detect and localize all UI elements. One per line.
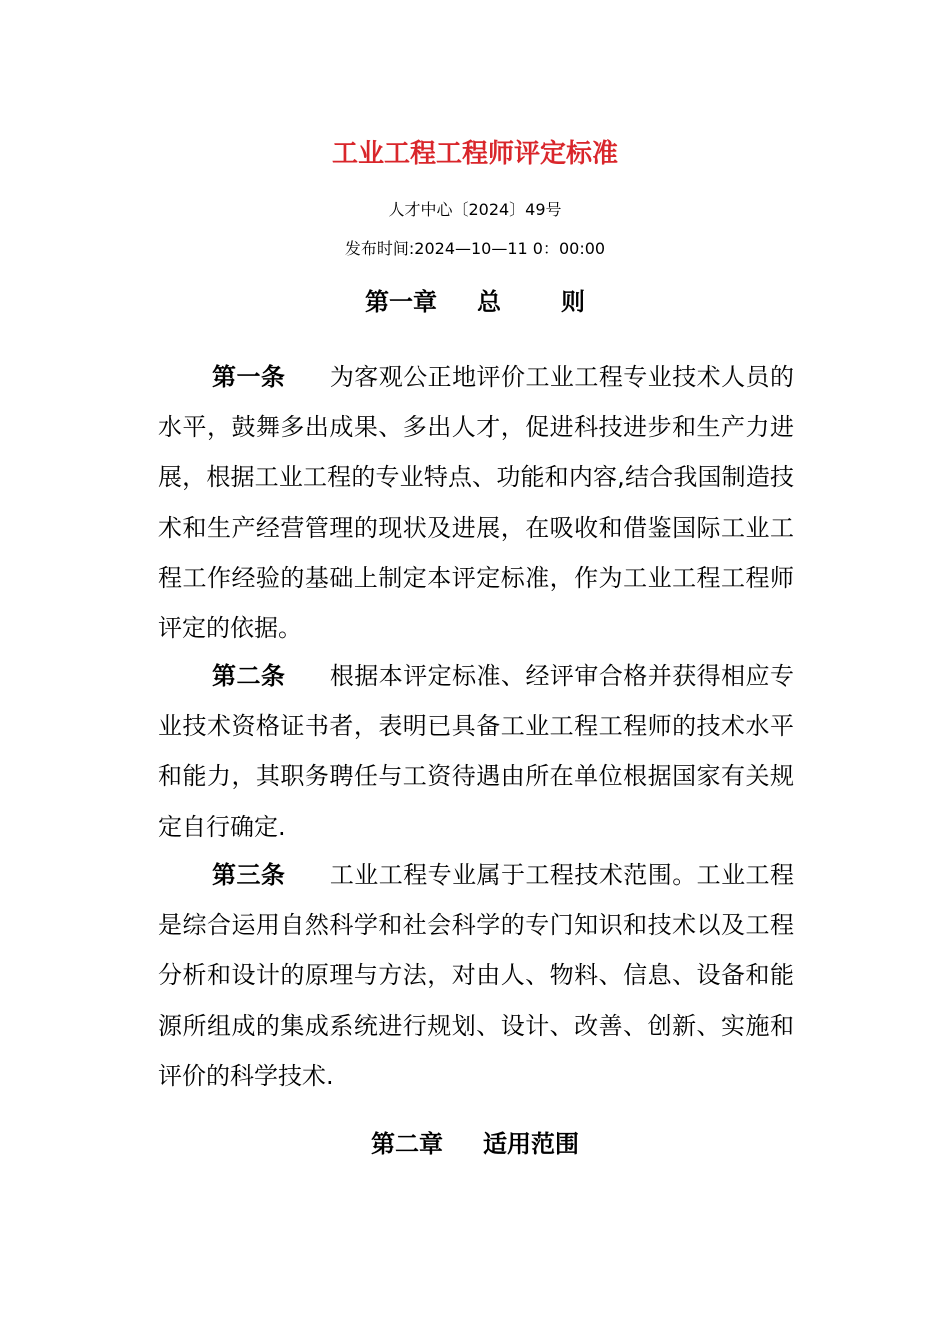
- article-text: 工业工程专业属于工程技术范围。工业工程是综合运用自然科学和社会科学的专门知识和技术以及工程分析和设计的原理与方法，对由人、物料、信息、设备和能源所组成的集成系统进行规划、设计、改善、创新、实施和评价的科学技术.: [158, 861, 795, 1090]
- chapter-name: 适用范围: [483, 1130, 579, 1158]
- article-2: [158, 651, 794, 852]
- chapter-heading-1: [0, 286, 950, 318]
- chapter-heading-2: [0, 1128, 950, 1160]
- article-1: [158, 352, 794, 653]
- publish-time: 发布时间:2024—10—11 0：00:00: [344, 239, 606, 258]
- chapter-number: 第一章: [365, 288, 437, 316]
- article-3: [158, 850, 794, 1101]
- article-label: 第三条: [212, 861, 286, 889]
- article-label: 第二条: [212, 662, 286, 690]
- article-text: 根据本评定标准、经评审合格并获得相应专业技术资格证书者，表明已具备工业工程工程师的技术水平和能力，其职务聘任与工资待遇由所在单位根据国家有关规定自行确定.: [158, 662, 795, 841]
- chapter-name: 总则: [477, 288, 645, 316]
- article-text: 为客观公正地评价工业工程专业技术人员的水平，鼓舞多出成果、多出人才，促进科技进步和生产力进展，根据工业工程的专业特点、功能和内容,结合我国制造技术和生产经营管理的现状及进展，在吸收和借鉴国际工业工程工作经验的基础上制定本评定标准，作为工业工程工程师评定的依据。: [158, 363, 795, 643]
- document-title: 工业工程工程师评定标准: [331, 139, 618, 169]
- chapter-number: 第二章: [371, 1130, 443, 1158]
- article-label: 第一条: [212, 363, 286, 391]
- document-number: 人才中心〔2024〕49号: [388, 200, 562, 219]
